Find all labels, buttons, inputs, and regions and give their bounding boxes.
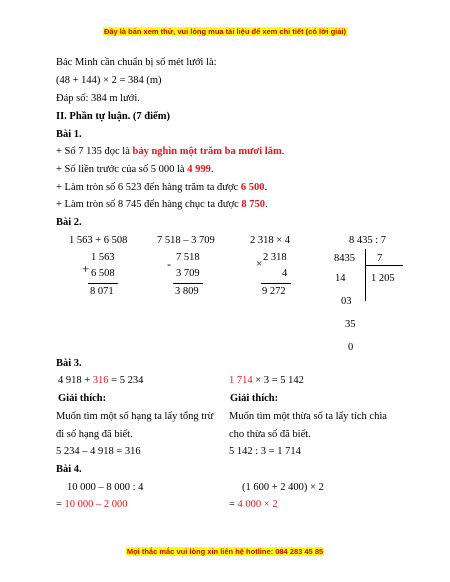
bai4-left-answer: 10 000 – 2 000	[64, 499, 128, 510]
hotline-banner: Mọi thắc mắc vui lòng xin liên hệ hotline: 084 283 45 85	[126, 547, 324, 556]
bai1-line-2: + Số liền trước của số 5 000 là 4 999.	[56, 164, 214, 175]
bai2-add-result: 8 071	[90, 286, 114, 297]
bai1-title: Bài 1.	[56, 129, 82, 140]
section-title: II. Phần tự luận. (7 điểm)	[56, 111, 170, 122]
bai2-mul-sign: ×	[256, 258, 263, 270]
bai1-answer-2: 4 999	[187, 164, 211, 175]
bai2-add-a: 1 563	[91, 252, 115, 263]
bai2-add-b: 6 508	[91, 268, 115, 279]
bai2-div-step-4: 0	[348, 342, 354, 353]
bai4-right-expression: (1 600 + 2 400) × 2	[242, 482, 324, 493]
bai3-right-equation: 1 714 × 3 = 5 142	[229, 375, 304, 386]
bai2-sub-expr: 7 518 – 3 709	[157, 235, 215, 246]
bai2-div-vertical-rule	[365, 249, 366, 301]
bai4-left-step: = 10 000 – 2 000	[56, 499, 128, 510]
bai4-right-answer: 4 000 × 2	[237, 499, 278, 510]
bai2-div-dividend: 8435	[334, 253, 355, 264]
bai1-answer-4: 8 750	[241, 199, 266, 210]
intro-line-3: Đáp số: 384 m lưới.	[56, 93, 140, 104]
bai3-left-equation: 4 918 + 316 = 5 234	[58, 375, 144, 386]
bai2-sub-sign: -	[167, 257, 171, 271]
intro-line-2: (48 + 144) × 2 = 384 (m)	[56, 75, 162, 86]
bai2-sub-b: 3 709	[176, 268, 200, 279]
bai1-line-1: + Số 7 135 đọc là bảy nghìn một trăm ba mươi lăm.	[56, 146, 285, 157]
bai2-div-step-3: 35	[345, 319, 356, 330]
bai1-line-3: + Làm tròn số 6 523 đến hàng trăm ta được 6 500.	[56, 182, 268, 193]
bai2-mul-expr: 2 318 × 4	[250, 235, 291, 246]
bai3-right-explain-label: Giải thích:	[230, 393, 279, 404]
bai4-right-step: = 4 000 × 2	[229, 499, 278, 510]
bai2-sub-a: 7 518	[176, 252, 200, 263]
bai2-add-sign: +	[82, 261, 90, 276]
bai3-left-explain-2: đi số hạng đã biết.	[56, 429, 133, 440]
bai2-mul-b: 4	[282, 268, 288, 279]
preview-banner: Đây là bản xem thử, vui lòng mua tài liệu để xem chi tiết (có lời giải)	[103, 27, 347, 36]
bai4-left-expression: 10 000 – 8 000 : 4	[67, 482, 144, 493]
bai1-line-4: + Làm tròn số 8 745 đến hàng chục ta được 8 750.	[56, 199, 268, 210]
bai2-title: Bài 2.	[56, 217, 82, 228]
bai3-left-calc: 5 234 – 4 918 = 316	[56, 446, 141, 457]
bai3-right-explain-2: cho thừa số đã biết.	[229, 429, 311, 440]
bai2-div-divisor: 7	[377, 253, 383, 264]
bai2-add-expr: 1 563 + 6 508	[69, 235, 128, 246]
bai2-div-step-2: 03	[341, 296, 352, 307]
intro-line-1: Bác Minh cần chuẩn bị số mét lưới là:	[56, 57, 217, 68]
bai3-left-answer: 316	[92, 375, 109, 386]
bai1-answer-1: bảy nghìn một trăm ba mươi lăm	[132, 146, 282, 157]
bai2-div-step-1: 14	[335, 273, 346, 284]
bai2-mul-a: 2 318	[263, 252, 287, 263]
bai3-right-answer: 1 714	[229, 375, 253, 386]
bai3-right-explain-1: Muốn tìm một thừa số ta lấy tích chia	[229, 411, 387, 422]
bai1-answer-3: 6 500	[240, 182, 265, 193]
bai3-left-explain-label: Giải thích:	[58, 393, 107, 404]
bai4-title: Bài 4.	[56, 464, 82, 475]
bai3-left-explain-1: Muốn tìm một số hạng ta lấy tổng trừ	[56, 411, 214, 422]
bai2-div-expr: 8 435 : 7	[349, 235, 387, 246]
bai2-mul-rule	[261, 283, 291, 284]
bai2-sub-result: 3 809	[175, 286, 199, 297]
bai3-title: Bài 3.	[56, 358, 82, 369]
bai3-right-calc: 5 142 : 3 = 1 714	[229, 446, 301, 457]
bai2-mul-result: 9 272	[262, 286, 286, 297]
bai2-add-rule	[88, 283, 118, 284]
bai2-div-horizontal-rule	[365, 265, 403, 266]
bai2-sub-rule	[173, 283, 203, 284]
bai2-div-quotient: 1 205	[371, 273, 395, 284]
